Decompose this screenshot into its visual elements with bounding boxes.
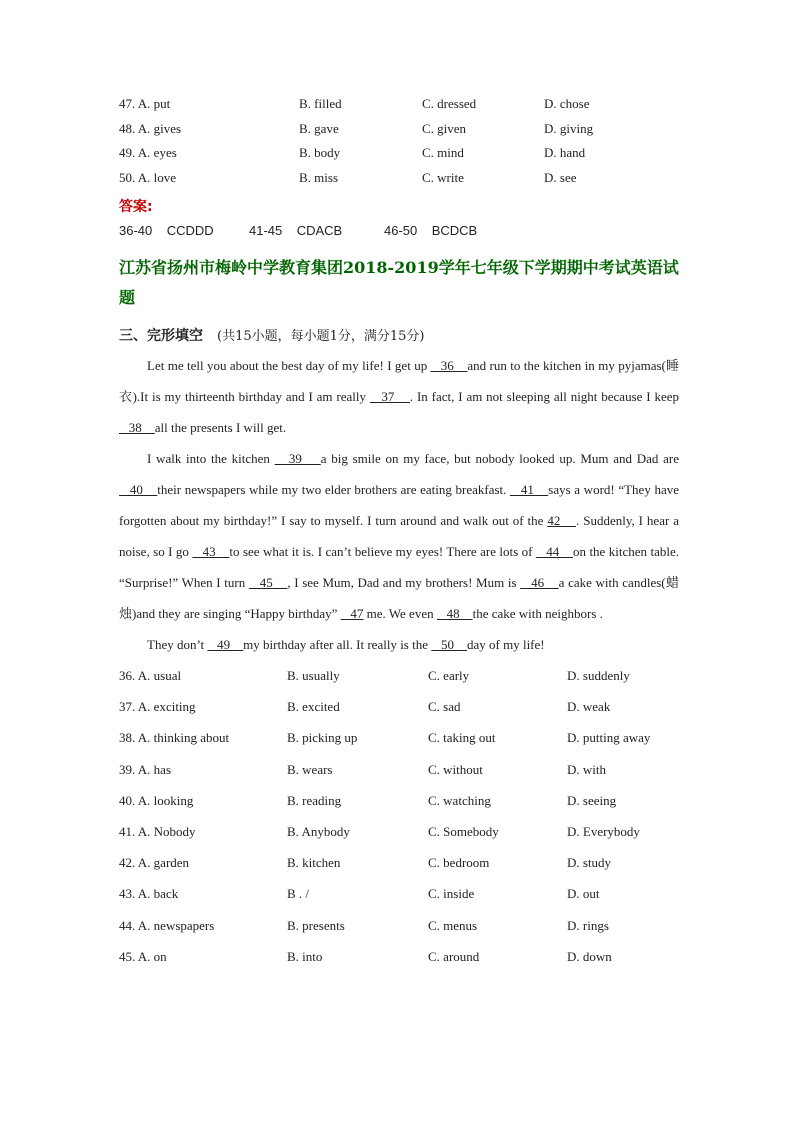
passage-text: all the presents I will get. [154, 420, 287, 435]
option-d: D. rings [567, 917, 609, 933]
answer-group: 46-50 BCDCB [384, 223, 478, 238]
option-a: 43. A. back [119, 886, 179, 902]
option-row [119, 785, 679, 816]
option-c: C. mind [422, 145, 464, 160]
option-a: 48. A. gives [119, 120, 182, 136]
option-row [119, 166, 679, 191]
option-d: D. putting away [567, 730, 651, 746]
blank-42: 42 [547, 513, 577, 528]
passage-text: their newspapers while my two elder brothers are eating breakfast. [157, 482, 510, 497]
passage-text: Let me tell you about the best day of my life! I get up [147, 358, 431, 373]
answer-group: 41-45 CDACB [249, 223, 343, 238]
option-d: D. giving [544, 120, 594, 136]
option-d: D. hand [544, 145, 586, 160]
option-d: D. with [567, 761, 606, 777]
option-b: B. gave [299, 120, 339, 136]
option-a: 37. A. exciting [119, 699, 196, 715]
option-row [119, 816, 679, 847]
blank-46: 46 [520, 575, 559, 590]
blank-40: 40 [119, 482, 158, 497]
blank-39: 39 [274, 451, 321, 466]
option-row [119, 910, 679, 941]
option-a: 40. A. looking [119, 792, 194, 808]
passage-text: my birthday after all. It really is the [243, 637, 432, 652]
document-page [119, 92, 679, 972]
option-b: B. filled [299, 96, 342, 111]
option-a: 38. A. thinking about [119, 730, 230, 746]
blank-49: 49 [207, 637, 244, 652]
blank-45: 45 [248, 575, 288, 590]
option-b: B. Anybody [287, 823, 350, 839]
option-a: 36. A. usual [119, 668, 182, 683]
option-b: B. picking up [287, 730, 358, 746]
option-b: B. into [287, 948, 323, 964]
options-36-45 [119, 660, 679, 972]
option-row [119, 92, 679, 117]
option-d: D. see [544, 169, 577, 185]
option-c: C. around [428, 948, 480, 964]
options-47-50 [119, 92, 679, 190]
answer-label: 答案: [119, 199, 153, 215]
option-d: D. Everybody [567, 823, 640, 839]
option-a: 41. A. Nobody [119, 823, 196, 839]
passage-text: says a word! “They have forgotten about my birthday!” I say to myself. I turn around and walk out of the [119, 482, 679, 528]
passage-text: They don’t [147, 637, 208, 652]
passage-text: . Suddenly, I hear a noise, so I go [119, 513, 679, 559]
section-title: 三、完形填空 [119, 328, 203, 344]
passage-text: and run to the kitchen in my pyjamas(睡衣).It is my thirteenth birthday and I am really [119, 358, 680, 404]
blank-36: 36 [430, 358, 468, 373]
passage-text: on the kitchen table. “Surprise!” When I turn [119, 544, 679, 590]
option-row [119, 878, 679, 909]
option-d: D. study [567, 855, 612, 871]
option-b: B. excited [287, 699, 340, 715]
passage-text: the cake with neighbors . [472, 606, 603, 621]
option-c: C. sad [428, 699, 461, 715]
option-row [119, 660, 679, 691]
option-d: D. down [567, 948, 612, 964]
option-row [119, 117, 679, 142]
passage-text: me. We even [363, 606, 437, 621]
passage-text: a cake with candles(蜡烛)and they are singing “Happy birthday” [119, 575, 679, 621]
option-d: D. suddenly [567, 668, 630, 683]
option-c: C. dressed [422, 96, 477, 111]
passage-text: I walk into the kitchen [147, 451, 275, 466]
option-c: C. menus [428, 917, 478, 933]
blank-50: 50 [431, 637, 467, 652]
option-a: 44. A. newspapers [119, 917, 215, 933]
option-row [119, 722, 679, 753]
option-a: 50. A. love [119, 169, 177, 185]
answer-group: 36-40 CCDDD [119, 223, 214, 238]
option-a: 49. A. eyes [119, 145, 177, 160]
section-note: (共15小题，每小题1分，满分15分) [217, 329, 425, 344]
option-a: 42. A. garden [119, 855, 190, 871]
option-row [119, 691, 679, 722]
option-c: C. bedroom [428, 855, 490, 871]
passage-text: , I see Mum, Dad and my brothers! Mum is [287, 575, 521, 590]
option-b: B. wears [287, 761, 333, 777]
option-row [119, 847, 679, 878]
option-c: C. watching [428, 792, 491, 808]
passage-paragraph-1 [119, 350, 679, 443]
option-b: B. presents [287, 917, 345, 933]
blank-47: 47 [340, 606, 364, 621]
blank-38: 38 [119, 420, 155, 435]
option-b: B. kitchen [287, 855, 341, 871]
blank-48: 48 [436, 606, 473, 621]
option-b: B. reading [287, 792, 342, 808]
blank-43: 43 [192, 544, 230, 559]
option-c: C. inside [428, 886, 475, 902]
option-a: 45. A. on [119, 948, 167, 964]
passage-paragraph-3 [119, 629, 679, 660]
passage-text: . In fact, I am not sleeping all night because I keep [409, 389, 679, 404]
option-c: C. taking out [428, 730, 496, 746]
passage-text: to see what it is. I can’t believe my eyes! There are lots of [229, 544, 536, 559]
option-a: 39. A. has [119, 761, 171, 777]
option-b: B. body [299, 145, 341, 160]
option-c: C. Somebody [428, 823, 499, 839]
answer-key [119, 219, 679, 243]
option-b: B. usually [287, 668, 340, 683]
option-c: C. write [422, 169, 464, 185]
option-row [119, 754, 679, 785]
section-heading [119, 323, 679, 350]
option-b: B . / [287, 886, 310, 902]
option-c: C. early [428, 668, 470, 683]
blank-37: 37 [369, 389, 410, 404]
option-d: D. weak [567, 699, 611, 715]
passage-text: day of my life! [467, 637, 545, 652]
option-d: D. out [567, 886, 600, 902]
passage-text: a big smile on my face, but nobody looked up. Mum and Dad are [320, 451, 680, 466]
passage-paragraph-2 [119, 443, 679, 629]
option-d: D. seeing [567, 792, 617, 808]
option-c: C. given [422, 120, 467, 136]
blank-41: 41 [510, 482, 549, 497]
document-title: 江苏省扬州市梅岭中学教育集团2018-2019学年七年级下学期期中考试英语试题 [119, 258, 679, 307]
option-b: B. miss [299, 169, 339, 185]
option-row [119, 941, 679, 972]
blank-44: 44 [535, 544, 573, 559]
option-c: C. without [428, 761, 483, 777]
option-row [119, 141, 679, 166]
option-a: 47. A. put [119, 96, 171, 111]
option-d: D. chose [544, 96, 590, 111]
